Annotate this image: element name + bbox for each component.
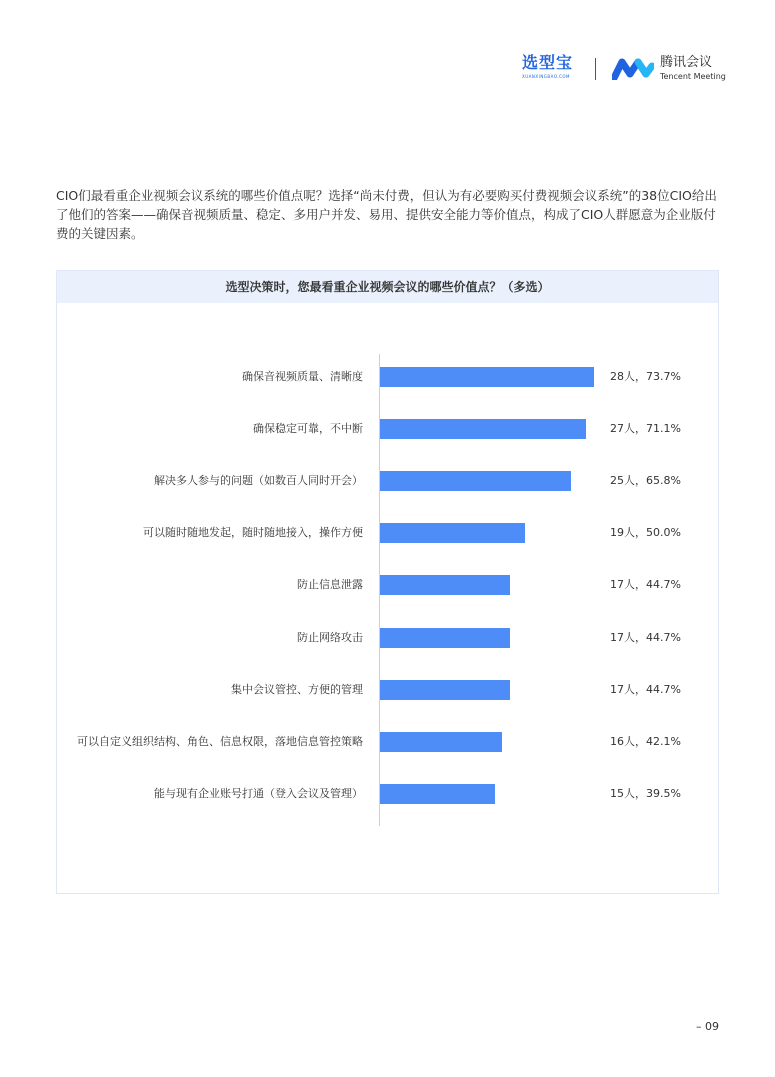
bar: [380, 471, 571, 491]
bar-category-label: 可以随时随地发起，随时随地接入，操作方便: [143, 526, 363, 540]
bar-value-label: 17人，44.7%: [610, 630, 681, 644]
bar-category-label: 可以自定义组织结构、角色、信息权限，落地信息管控策略: [77, 734, 363, 748]
bar: [380, 732, 502, 752]
bar: [380, 419, 586, 439]
chart-card: [56, 270, 719, 894]
bar-row: [57, 367, 718, 387]
tencent-meeting-en: Tencent Meeting: [660, 72, 726, 81]
bar-value-label: 17人，44.7%: [610, 578, 681, 592]
bar-value-label: 15人，39.5%: [610, 786, 681, 800]
header-logos: [522, 52, 726, 86]
logo-divider: [595, 58, 596, 80]
page-number: – 09: [696, 1020, 719, 1033]
xuanxingbao-logo-name: 选型宝: [522, 53, 574, 72]
chart-title: 选型决策时，您最看重企业视频会议的哪些价值点？（多选）: [57, 271, 718, 303]
bar-category-label: 解决多人参与的问题（如数百人同时开会）: [154, 474, 363, 488]
bar-category-label: 确保音视频质量、清晰度: [242, 370, 363, 383]
bar: [380, 628, 510, 648]
bar: [380, 575, 510, 595]
bar-category-label: 集中会议管控、方便的管理: [231, 682, 363, 696]
bar-row: [57, 523, 718, 543]
bar-value-label: 28人，73.7%: [610, 370, 681, 383]
bar-chart: [57, 304, 718, 893]
bar-value-label: 25人，65.8%: [610, 474, 681, 488]
bar-row: [57, 732, 718, 752]
bar: [380, 523, 525, 543]
bar-value-label: 16人，42.1%: [610, 734, 681, 748]
tencent-meeting-logo-text: [660, 55, 726, 82]
bar: [380, 784, 495, 804]
bar: [380, 680, 510, 700]
bar-category-label: 能与现有企业账号打通（登入会议及管理）: [154, 786, 363, 800]
bar-row: [57, 784, 718, 804]
xuanxingbao-logo: [522, 54, 584, 84]
xuanxingbao-logo-domain: XUANXINGBAO.COM: [522, 74, 570, 79]
tencent-meeting-name: 腾讯会议: [660, 55, 713, 70]
bar-row: [57, 628, 718, 648]
bar-value-label: 27人，71.1%: [610, 422, 681, 436]
tencent-meeting-logo-icon: [612, 58, 654, 80]
bar-category-label: 防止网络攻击: [297, 630, 363, 644]
bar-row: [57, 419, 718, 439]
bar: [380, 367, 594, 387]
bar-category-label: 防止信息泄露: [297, 578, 363, 592]
bar-row: [57, 471, 718, 491]
bar-category-label: 确保稳定可靠，不中断: [253, 422, 363, 436]
bar-row: [57, 680, 718, 700]
bar-row: [57, 575, 718, 595]
bar-value-label: 19人，50.0%: [610, 526, 681, 540]
bar-value-label: 17人，44.7%: [610, 682, 681, 696]
intro-paragraph: CIO们最看重企业视频会议系统的哪些价值点呢？选择“尚未付费，但认为有必要购买付费视频会议系统”的38位CIO给出了他们的答案——确保音视频质量、稳定、多用户并发、易用、提供安全能力等价值点，构成了CIO人群愿意为企业版付费的关键因素。: [56, 188, 717, 241]
